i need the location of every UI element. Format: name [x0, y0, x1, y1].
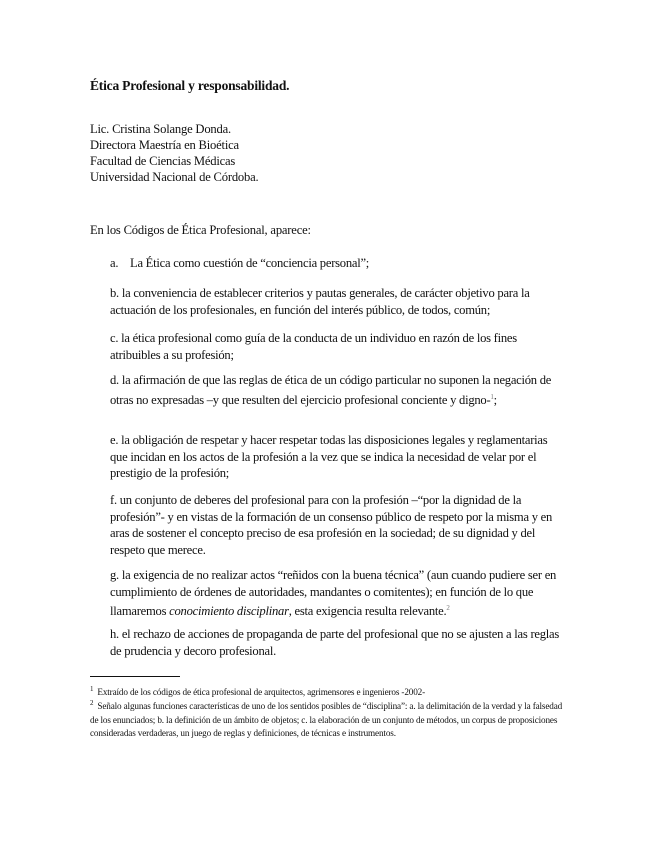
author-block [90, 121, 258, 185]
list-item-g [110, 567, 560, 620]
list-item-a [110, 255, 560, 272]
list-item-d [110, 372, 560, 408]
list-item-tail: ; [493, 392, 497, 407]
list-item-e [110, 432, 560, 482]
list-item-c [110, 330, 560, 363]
document-title: Ética Profesional y responsabilidad. [90, 78, 290, 93]
author-position: Directora Maestría en Bioética [90, 138, 239, 152]
footnote-mark: 1 [90, 685, 94, 693]
author-faculty: Facultad de Ciencias Médicas [90, 154, 236, 168]
list-item-text: b. la conveniencia de establecer criterios y pautas generales, de carácter objetivo para la actuación de los profesionales, en función del interés público, de todos, común; [110, 286, 530, 317]
footnote-ref-2: 2 [446, 604, 450, 612]
footnote-mark: 2 [90, 699, 94, 707]
list-item-text: g. la exigencia de no realizar actos “reñidos con la buena técnica” (aun cuando pudiere ser en cumplimiento de órdenes de autoridades, mandantes o comitentes); en función de lo que llamaremos [110, 568, 557, 619]
footnote-text: Señalo algunas funciones características de uno de los sentidos posibles de “disciplina”: a. la delimitación de la verdad y la falsedad de los enunciados; b. la definición de un ámbito de objetos; c. la elaboración de un conjunto de métodos, un corpus de proposiciones consideradas verdaderas, un juego de reglas y definiciones, de técnicas e instrumentos. [90, 701, 563, 739]
list-item-f [110, 492, 560, 558]
footnote-ref-1: 1 [490, 392, 494, 401]
footnote-text: Extraído de los códigos de ética profesional de arquitectos, agrimensores e ingenieros -2002- [97, 687, 426, 698]
footnote-2 [90, 697, 565, 741]
list-item-h [110, 626, 560, 659]
list-item-tail: , esta exigencia resulta relevante. [288, 604, 447, 619]
list-item-text: d. la afirmación de que las reglas de ética de un código particular no suponen la negación de otras no expresadas –y que resulten del ejercicio profesional conciente y digno- [110, 373, 552, 407]
emphasis-text: conocimiento disciplinar [169, 604, 289, 619]
list-item-letter: a. [110, 256, 119, 270]
list-item-b [110, 285, 560, 318]
footnote-separator [90, 676, 180, 677]
list-item-text: c. la ética profesional como guía de la conducta de un individuo en razón de los fines atribuibles a su profesión; [110, 331, 517, 362]
list-item-text: La Ética como cuestión de “conciencia personal”; [130, 256, 370, 270]
author-university: Universidad Nacional de Córdoba. [90, 170, 259, 184]
intro-paragraph: En los Códigos de Ética Profesional, aparece: [90, 223, 311, 237]
list-item-text: h. el rechazo de acciones de propaganda de parte del profesional que no se ajusten a las reglas de prudencia y decoro profesional. [110, 627, 560, 658]
author-name: Lic. Cristina Solange Donda. [90, 122, 231, 136]
list-item-text: e. la obligación de respetar y hacer respetar todas las disposiciones legales y reglamentarias que incidan en los actos de la profesión a la vez que se indica la necesidad de velar por el prestigio de la profesión; [110, 433, 548, 480]
list-item-text: f. un conjunto de deberes del profesional para con la profesión –“por la dignidad de la profesión”- y en vistas de la formación de un consenso público de respeto por la misma y en aras de sostener el concepto preciso de esa profesión en la sociedad; de su dignidad y del respeto que merece. [110, 493, 553, 557]
